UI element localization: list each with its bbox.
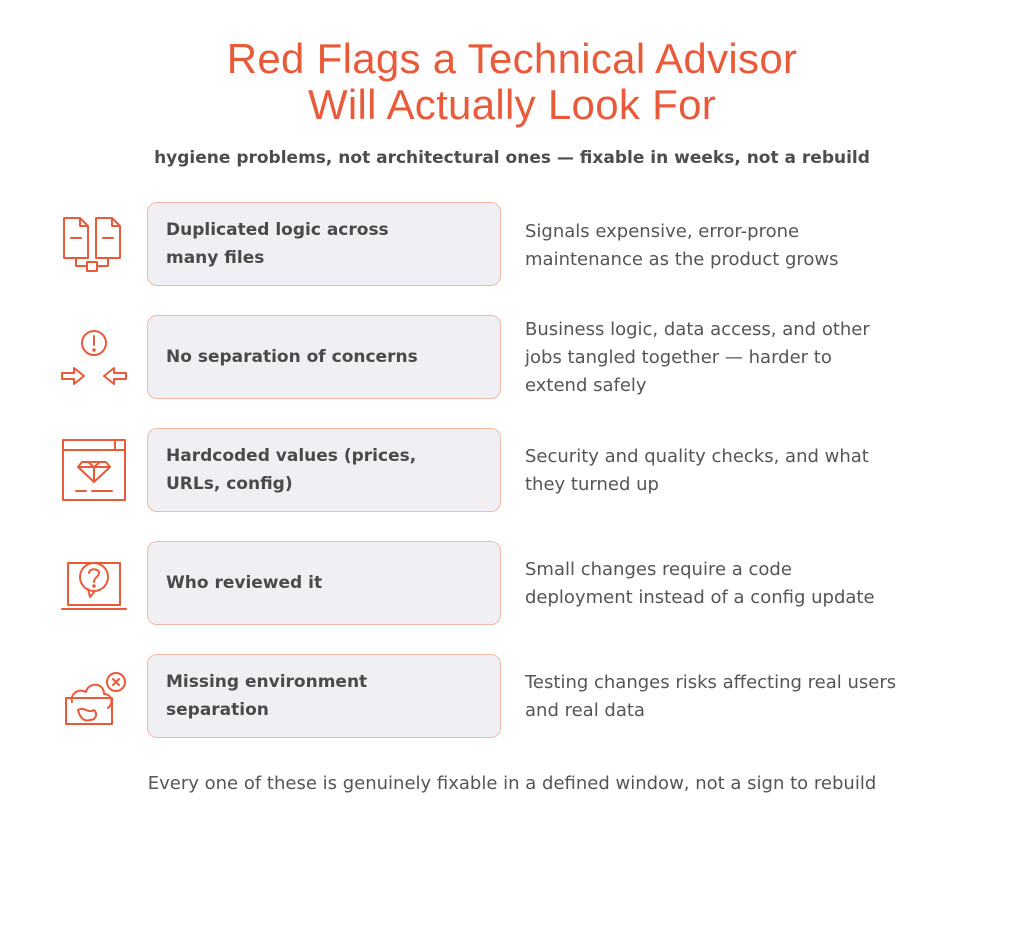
laptop-question-icon	[58, 549, 130, 621]
page-subtitle: hygiene problems, not architectural ones — fixable in weeks, not a rebuild	[154, 148, 870, 168]
duplicate-files-icon	[58, 210, 130, 282]
red-flag-card	[147, 428, 501, 512]
red-flag-description: Signals expensive, error-prone maintenance as the product grows	[525, 221, 839, 270]
red-flag-card	[147, 654, 501, 738]
warning-arrows-icon	[58, 323, 130, 395]
red-flag-card	[147, 541, 501, 625]
red-flag-description: Business logic, data access, and other jobs tangled together — harder to extend safely	[525, 319, 870, 396]
red-flag-label: No separation of concerns	[166, 347, 418, 367]
window-gem-icon	[58, 436, 130, 508]
red-flag-label: Missing environment separation	[166, 672, 368, 720]
red-flag-row-duplicated-logic	[0, 202, 1024, 288]
red-flag-row-who-reviewed	[0, 541, 1024, 627]
page-title-line-2: Will Actually Look For	[307, 81, 717, 128]
red-flag-row-environment-separation	[0, 654, 1024, 740]
red-flag-card	[147, 315, 501, 399]
red-flag-label: Who reviewed it	[166, 573, 323, 593]
red-flag-card	[147, 202, 501, 286]
red-flag-description: Security and quality checks, and what they turned up	[525, 446, 869, 495]
page-title-line-1: Red Flags a Technical Advisor	[226, 35, 798, 82]
red-flag-row-hardcoded-values	[0, 428, 1024, 514]
footer-note: Every one of these is genuinely fixable in a defined window, not a sign to rebuild	[147, 773, 877, 794]
red-flag-description: Small changes require a code deployment instead of a config update	[525, 559, 875, 608]
red-flag-description: Testing changes risks affecting real users and real data	[525, 672, 897, 721]
red-flag-row-separation-of-concerns	[0, 315, 1024, 401]
red-flag-label: Duplicated logic across many files	[166, 220, 389, 268]
red-flag-label: Hardcoded values (prices, URLs, config)	[166, 446, 417, 494]
cloud-error-icon	[58, 662, 130, 734]
